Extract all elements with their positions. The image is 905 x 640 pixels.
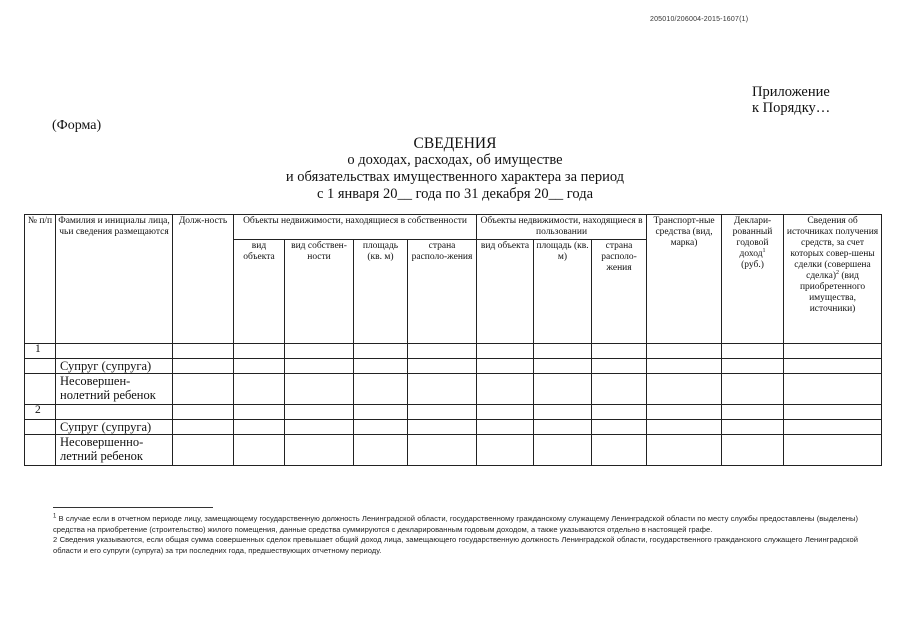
- document-title: [200, 135, 710, 203]
- subheader-used-country: страна располо-жения: [592, 240, 647, 344]
- footnotes: [53, 514, 858, 556]
- header-income: Деклари-рованный годовой доход$^1$ (руб.): [722, 215, 784, 344]
- table-row: [25, 344, 882, 359]
- title-line-1: о доходах, расходах, об имуществе: [347, 152, 563, 168]
- table-row: [25, 374, 882, 405]
- table-cell: [354, 420, 408, 435]
- table-cell: [534, 420, 592, 435]
- table-cell: [722, 374, 784, 405]
- table-cell: [722, 344, 784, 359]
- row-label: Супруг (супруга): [56, 359, 173, 374]
- form-label: (Форма): [52, 118, 102, 133]
- table-cell: [784, 435, 882, 466]
- footnote-1-text: В случае если в отчетном периоде лицу, замещающему государственную должность Ленинградской области, государственному гражданскому служащему Ленинградской области по месту службы предоставлены (выделены) средства на приобретение (строительство) жилого помещения, данные средства суммируются с декларированным годовым доходом, а также указываются отдельно в настоящей графе.: [53, 514, 858, 534]
- table-cell: [647, 420, 722, 435]
- table-cell: [647, 435, 722, 466]
- table-cell: [592, 435, 647, 466]
- subheader-owned-type: вид объекта: [234, 240, 285, 344]
- table-cell: [647, 405, 722, 420]
- footnote-divider: [53, 507, 213, 508]
- table-cell: [784, 374, 882, 405]
- row-number: 1: [25, 344, 56, 359]
- table-cell: [477, 405, 534, 420]
- subheader-owned-country: страна располо-жения: [408, 240, 477, 344]
- row-label: [56, 344, 173, 359]
- table-cell: [592, 344, 647, 359]
- table-cell: [173, 405, 234, 420]
- table-cell: [354, 359, 408, 374]
- row-label: Несовершен-нолетний ребенок: [56, 374, 173, 405]
- table-cell: [647, 359, 722, 374]
- table-cell: [534, 435, 592, 466]
- table-row: [25, 420, 882, 435]
- table-cell: [408, 374, 477, 405]
- table-cell: [354, 374, 408, 405]
- table-cell: [477, 359, 534, 374]
- table-cell: [534, 344, 592, 359]
- table-row: [25, 359, 882, 374]
- table-cell: [354, 344, 408, 359]
- table-cell: [784, 420, 882, 435]
- footnote-1: [53, 514, 858, 535]
- table-cell: [722, 435, 784, 466]
- table-row: [25, 405, 882, 420]
- row-number: [25, 359, 56, 374]
- table-cell: [173, 435, 234, 466]
- row-number: [25, 420, 56, 435]
- table-cell: [234, 435, 285, 466]
- document-id: 205010/206004-2015-1607(1): [650, 16, 749, 23]
- subheader-owned-ownership: вид собствен-ности: [285, 240, 354, 344]
- table-cell: [408, 420, 477, 435]
- table-cell: [592, 420, 647, 435]
- row-number: [25, 374, 56, 405]
- header-income-unit: (руб.): [741, 260, 764, 270]
- row-label: [56, 405, 173, 420]
- table-cell: [784, 405, 882, 420]
- table-cell: [592, 405, 647, 420]
- table-cell: [647, 374, 722, 405]
- header-income-text: Деклари-рованный годовой доход: [732, 216, 773, 259]
- table-cell: [534, 405, 592, 420]
- table-cell: [408, 405, 477, 420]
- subheader-owned-area: площадь (кв. м): [354, 240, 408, 344]
- footnote-1-mark: 1: [53, 513, 57, 520]
- table-cell: [234, 359, 285, 374]
- header-sources: Сведения об источниках получения средств, за счет которых совер-шены сделки (совершена сделка)$^2$ (вид приобретенного имущества, источники): [784, 215, 882, 344]
- table-cell: [534, 374, 592, 405]
- table-cell: [173, 420, 234, 435]
- table-cell: [408, 359, 477, 374]
- table-cell: [234, 405, 285, 420]
- header-sources-text: Сведения об источниках получения средств, за счет которых совер-шены сделки (совершена сделка): [786, 216, 879, 281]
- table-cell: [285, 420, 354, 435]
- table-cell: [477, 420, 534, 435]
- row-number: [25, 435, 56, 466]
- table-cell: [234, 374, 285, 405]
- table-cell: [173, 374, 234, 405]
- table-cell: [354, 405, 408, 420]
- footnote-2: 2 Сведения указываются, если общая сумма совершенных сделок превышает общий доход лица, замещающего государственную должность Ленинградской области, государственного гражданского служащего Ленинградской области и его супруги (супруга) за три последних года, предшествующих отчетному периоду.: [53, 535, 858, 555]
- appendix-reference: [752, 84, 830, 116]
- table-cell: [285, 359, 354, 374]
- table-cell: [285, 344, 354, 359]
- appendix-line-1: Приложение: [752, 84, 830, 100]
- table-cell: [477, 344, 534, 359]
- table-cell: [477, 435, 534, 466]
- subheader-used-type: вид объекта: [477, 240, 534, 344]
- row-label: Несовершенно-летний ребенок: [56, 435, 173, 466]
- appendix-line-2: к Порядку…: [752, 100, 831, 116]
- table-cell: [784, 344, 882, 359]
- header-used-property: Объекты недвижимости, находящиеся в пользовании: [477, 215, 647, 240]
- subheader-used-area: площадь (кв. м): [534, 240, 592, 344]
- table-cell: [408, 435, 477, 466]
- header-transport: Транспорт-ные средства (вид, марка): [647, 215, 722, 344]
- table-cell: [534, 359, 592, 374]
- table-cell: [408, 344, 477, 359]
- row-label: Супруг (супруга): [56, 420, 173, 435]
- header-owned-property: Объекты недвижимости, находящиеся в собственности: [234, 215, 477, 240]
- table-cell: [285, 374, 354, 405]
- header-position: Долж-ность: [173, 215, 234, 344]
- table-cell: [784, 359, 882, 374]
- title-line-3: с 1 января 20__ года по 31 декабря 20__ года: [316, 186, 594, 202]
- table-cell: [354, 435, 408, 466]
- title-line-2: и обязательствах имущественного характера за период: [285, 169, 625, 185]
- table-cell: [173, 359, 234, 374]
- row-number: 2: [25, 405, 56, 420]
- table-cell: [592, 359, 647, 374]
- table-row: [25, 435, 882, 466]
- header-num: № п/п: [25, 215, 56, 344]
- table-cell: [234, 344, 285, 359]
- table-cell: [477, 374, 534, 405]
- table-cell: [234, 420, 285, 435]
- table-cell: [722, 420, 784, 435]
- table-cell: [173, 344, 234, 359]
- table-cell: [722, 405, 784, 420]
- header-name: Фамилия и инициалы лица, чьи сведения размещаются: [56, 215, 173, 344]
- table-cell: [285, 435, 354, 466]
- table-cell: [722, 359, 784, 374]
- table-cell: [592, 374, 647, 405]
- table-cell: [285, 405, 354, 420]
- header-sources-tail: (вид приобретенного имущества, источники): [799, 271, 866, 314]
- title-main: СВЕДЕНИЯ: [413, 135, 497, 152]
- declaration-table: [24, 214, 882, 466]
- table-cell: [647, 344, 722, 359]
